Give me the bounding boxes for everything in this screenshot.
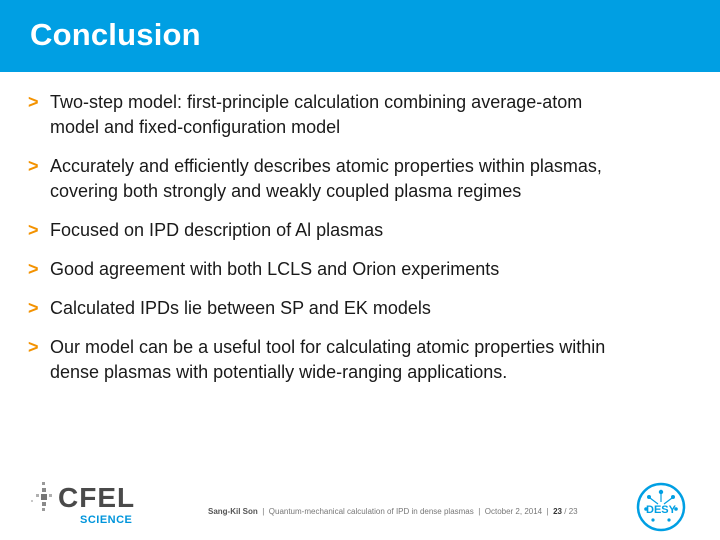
bullet-item bbox=[28, 218, 688, 243]
bullet-text: Calculated IPDs lie between SP and EK models bbox=[50, 298, 431, 318]
bullet-text-continued: model and fixed-configuration model bbox=[50, 117, 341, 137]
cfel-science-logo bbox=[30, 480, 140, 532]
bullet-arrow-icon: > bbox=[28, 92, 39, 112]
bullet-arrow-icon: > bbox=[28, 259, 39, 279]
bullet-text-continued: covering both strongly and weakly coupled plasma regimes bbox=[50, 181, 522, 201]
page-total: / 23 bbox=[564, 507, 578, 516]
slide-footer bbox=[0, 470, 720, 540]
bullet-list bbox=[28, 90, 688, 399]
cfel-logo-text: CFEL bbox=[58, 482, 136, 513]
bullet-item bbox=[28, 296, 688, 321]
footer-author: Sang-Kil Son bbox=[208, 507, 258, 516]
slide-title: Conclusion bbox=[30, 17, 201, 52]
footer-separator: | bbox=[262, 507, 265, 516]
desy-logo-text: DESY bbox=[646, 504, 676, 516]
desy-logo bbox=[636, 482, 686, 532]
bullet-arrow-icon: > bbox=[28, 337, 39, 357]
bullet-text: Two-step model: first-principle calculation combining average-atom bbox=[50, 92, 583, 112]
bullet-arrow-icon: > bbox=[28, 220, 39, 240]
bullet-text: Our model can be a useful tool for calculating atomic properties within bbox=[50, 337, 606, 357]
bullet-text: Good agreement with both LCLS and Orion experiments bbox=[50, 259, 500, 279]
title-bar bbox=[0, 0, 720, 72]
bullet-item bbox=[28, 154, 688, 204]
footer-separator: | bbox=[546, 507, 549, 516]
bullet-item bbox=[28, 257, 688, 282]
cfel-logo-icon bbox=[30, 480, 60, 532]
bullet-item bbox=[28, 90, 688, 140]
science-logo-text: SCIENCE bbox=[80, 514, 133, 526]
footer-separator: | bbox=[478, 507, 481, 516]
footer-info bbox=[208, 507, 578, 516]
bullet-arrow-icon: > bbox=[28, 156, 39, 176]
bullet-text: Focused on IPD description of Al plasmas bbox=[50, 220, 384, 240]
footer-date: October 2, 2014 bbox=[484, 507, 543, 516]
bullet-arrow-icon: > bbox=[28, 298, 39, 318]
footer-talk-title: Quantum-mechanical calculation of IPD in dense plasmas bbox=[268, 507, 474, 516]
bullet-text-continued: dense plasmas with potentially wide-ranging applications. bbox=[50, 362, 508, 382]
page-number: 23 bbox=[553, 507, 563, 516]
desy-logo-icon bbox=[636, 482, 686, 532]
bullet-text: Accurately and efficiently describes atomic properties within plasmas, bbox=[50, 156, 602, 176]
bullet-item bbox=[28, 335, 688, 385]
